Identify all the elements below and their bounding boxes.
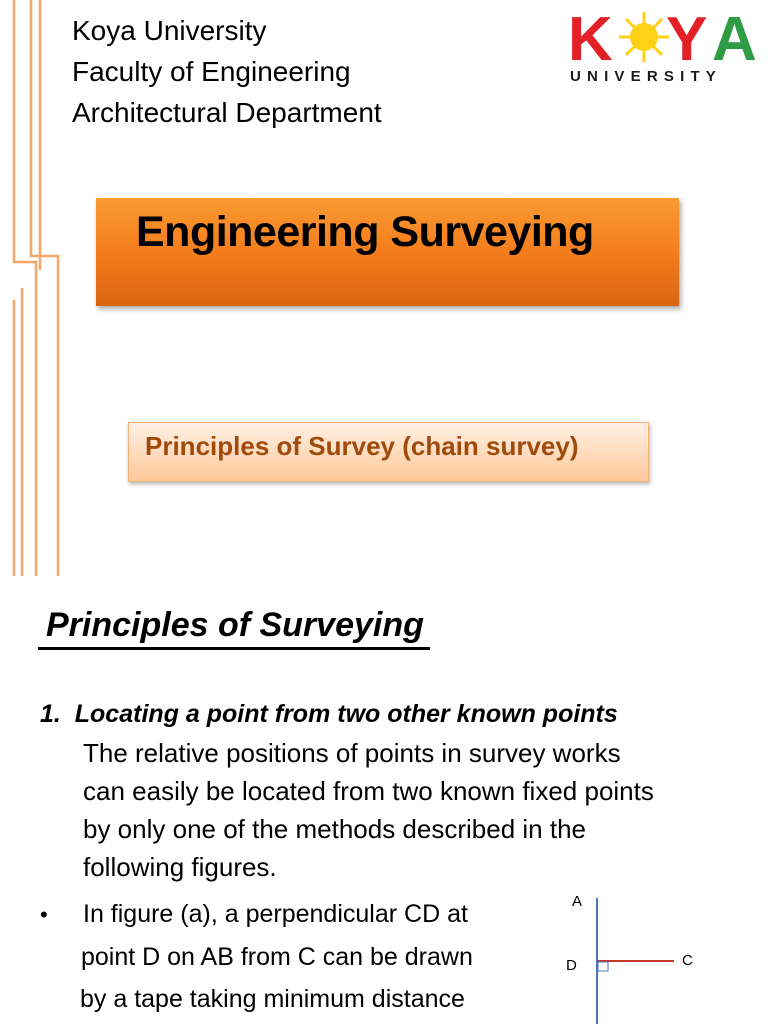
title-underline <box>38 647 430 650</box>
item-heading: Locating a point from two other known points <box>74 700 618 728</box>
perpendicular-figure <box>548 886 768 1024</box>
department-name: Architectural Department <box>72 97 382 128</box>
logo-letter-a: A <box>712 5 757 74</box>
bullet-symbol: • <box>40 902 48 927</box>
logo-letter-y: Y <box>666 5 708 74</box>
slide-subtitle: Principles of Survey (chain survey) <box>145 431 579 461</box>
numbered-heading <box>40 700 618 729</box>
institution-header <box>72 10 382 133</box>
content-slide: Principles of Surveying 1. Locating a point from two other known points The relative positions of points in survey works can easily be located from two known fixed points by only one of the methods described in the following figures. • In figure (a), a perpendicular CD at point D on AB from C can be drawn by a tape taking minimum distance A C D <box>0 576 768 1024</box>
item-paragraph <box>83 734 753 886</box>
sun-icon <box>619 12 669 62</box>
right-angle-marker <box>598 962 608 971</box>
logo-subtitle: UNIVERSITY <box>570 68 723 85</box>
section-title: Principles of Surveying <box>46 606 424 644</box>
logo-letter-k: K <box>568 5 613 74</box>
label-a: A <box>572 893 583 910</box>
paragraph-line: by only one of the methods described in the <box>83 814 586 844</box>
slide-title: Engineering Surveying <box>136 208 594 256</box>
paragraph-line: can easily be located from two known fixed points <box>83 776 654 806</box>
label-d: D <box>566 957 577 974</box>
paragraph-line: The relative positions of points in survey works <box>83 738 621 768</box>
faculty-name: Faculty of Engineering <box>72 56 351 87</box>
paragraph-line: following figures. <box>83 852 277 882</box>
item-number: 1. <box>40 700 61 728</box>
decorative-border-lines <box>0 0 70 576</box>
university-name: Koya University <box>72 15 267 46</box>
label-c: C <box>682 952 693 969</box>
koya-university-logo <box>566 4 766 88</box>
